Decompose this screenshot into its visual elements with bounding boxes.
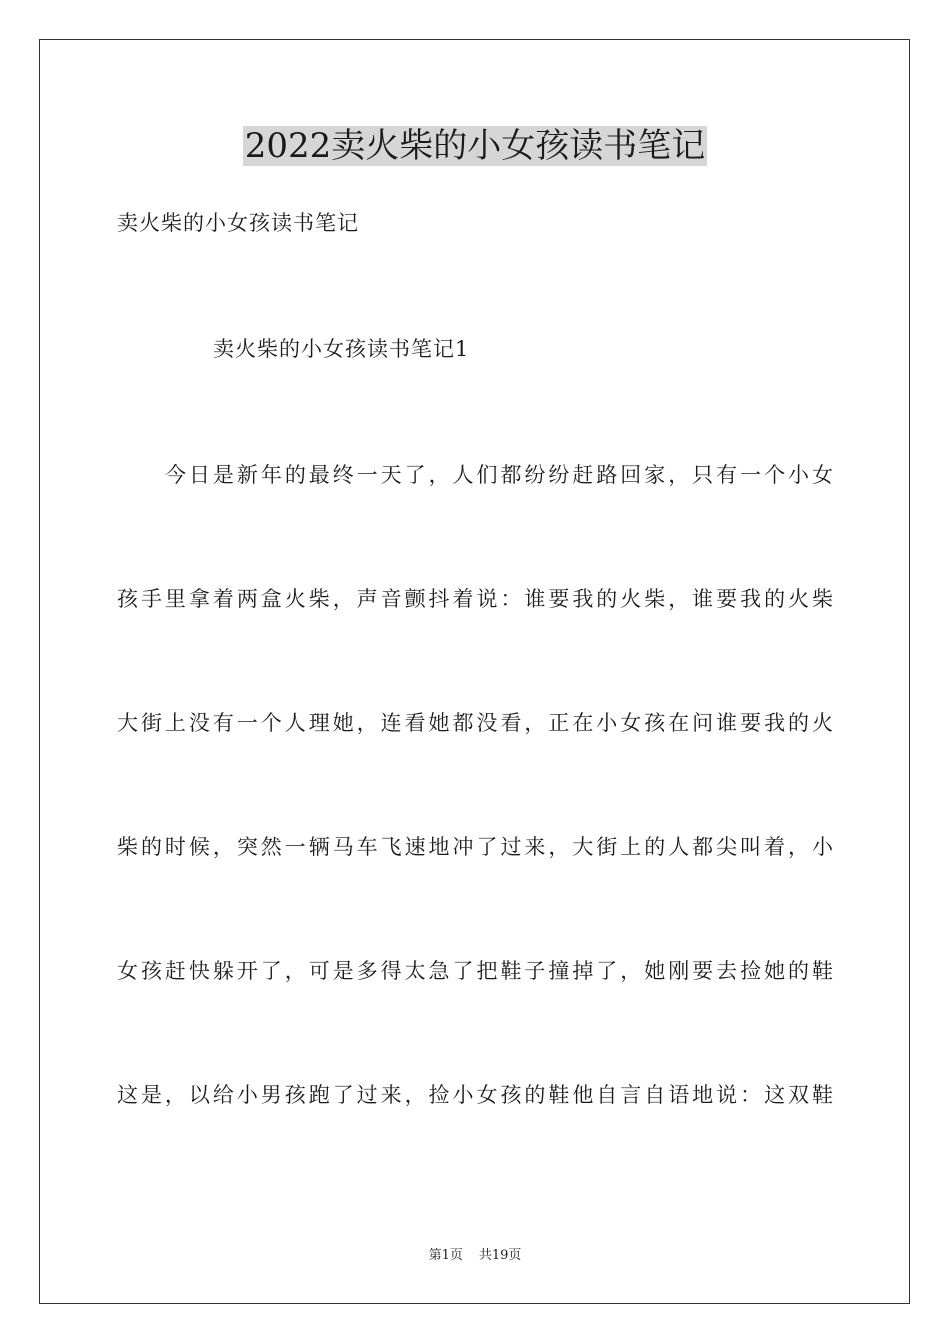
- paragraph-line: 女孩赶快躲开了，可是多得太急了把鞋子撞掉了，她刚要去捡她的鞋: [117, 959, 833, 983]
- page-total: 共19页: [478, 1248, 522, 1263]
- paragraph-line: 这是，以给小男孩跑了过来，捡小女孩的鞋他自言自语地说：这双鞋: [117, 1083, 833, 1107]
- document-subtitle: 卖火柴的小女孩读书笔记: [117, 211, 359, 235]
- page-footer: [0, 1246, 950, 1266]
- paragraph-line: 柴的时候，突然一辆马车飞速地冲了过来，大街上的人都尖叫着，小: [117, 835, 833, 859]
- document-title-text: 2022卖火柴的小女孩读书笔记: [244, 126, 706, 166]
- paragraph-line: 孩手里拿着两盒火柴，声音颤抖着说：谁要我的火柴，谁要我的火柴: [117, 587, 833, 611]
- paragraph-line: 大街上没有一个人理她，连看她都没看，正在小女孩在问谁要我的火: [117, 711, 833, 735]
- page-number: 第1页: [428, 1248, 463, 1263]
- paragraph-line: 今日是新年的最终一天了，人们都纷纷赶路回家，只有一个小女: [165, 463, 833, 487]
- document-title: [0, 124, 950, 168]
- section-heading: 卖火柴的小女孩读书笔记1: [213, 337, 470, 361]
